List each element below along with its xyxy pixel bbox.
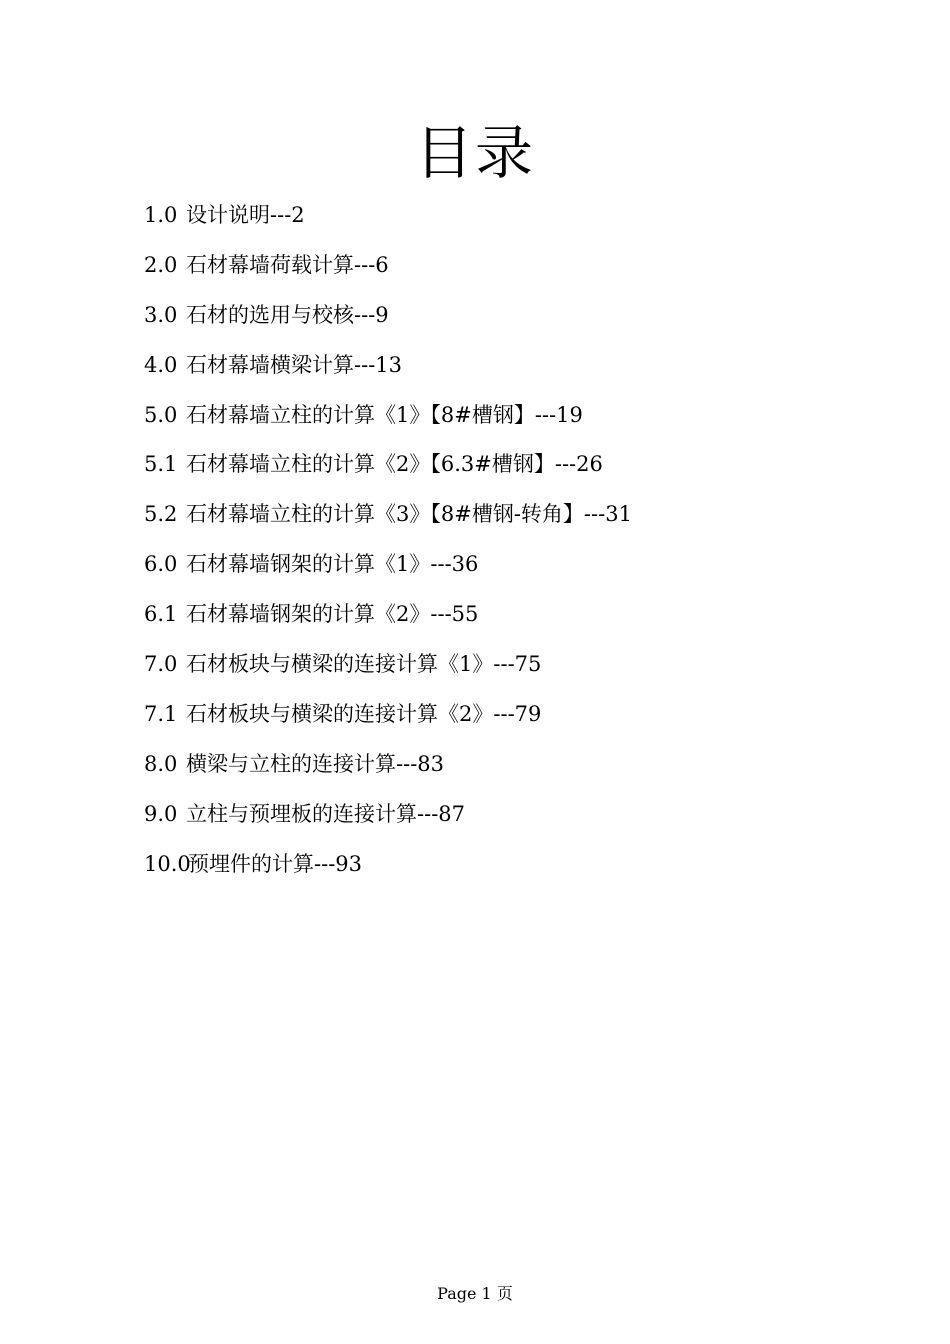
toc-entry-title: 石材幕墙横梁计算 (186, 352, 354, 377)
toc-entry[interactable] (144, 696, 824, 746)
toc-entry[interactable] (144, 297, 824, 347)
toc-entry-page: 55 (451, 602, 479, 627)
toc-entry-leader: --- (430, 602, 452, 627)
toc-entry-number: 4.0 (144, 352, 178, 377)
toc-entry-page: 13 (375, 352, 403, 377)
toc-entry-title: 石材板块与横梁的连接计算《1》 (186, 652, 494, 677)
toc-entry[interactable] (144, 347, 824, 397)
toc-entry-number: 5.2 (144, 502, 178, 527)
toc-entry-number: 7.0 (144, 652, 178, 677)
toc-entry[interactable] (144, 446, 824, 496)
toc-entry-page: 31 (605, 502, 632, 527)
page-footer: Page 1 页 (437, 1284, 513, 1303)
toc-entry-number: 5.0 (144, 402, 178, 427)
toc-entry-number: 6.0 (144, 552, 178, 577)
toc-entry-page: 79 (514, 701, 542, 726)
toc-entry-page: 93 (335, 851, 363, 876)
toc-entry[interactable] (144, 197, 824, 247)
toc-entry-title: 石材幕墙钢架的计算《1》 (186, 552, 431, 577)
toc-entry-page: 2 (291, 203, 305, 227)
toc-entry-title: 石材幕墙立柱的计算《2》【6.3#槽钢】 (186, 452, 555, 477)
toc-entry[interactable] (144, 596, 824, 646)
toc-entry-leader: --- (430, 552, 452, 577)
toc-entry-title: 石材板块与横梁的连接计算《2》 (186, 701, 494, 726)
toc-entry-number: 3.0 (144, 302, 178, 327)
toc-entry[interactable] (144, 846, 824, 896)
toc-entry-leader: --- (583, 502, 606, 527)
toc-entry-number: 2.0 (144, 252, 178, 277)
toc-entry-leader: --- (554, 452, 577, 477)
toc-entry-number: 1.0 (144, 203, 178, 227)
toc-entry[interactable] (144, 646, 824, 696)
toc-entry[interactable] (144, 746, 824, 796)
toc-entry-page: 36 (451, 552, 479, 577)
toc-entry-title: 石材幕墙立柱的计算《3》【8#槽钢-转角】 (186, 502, 584, 527)
toc-entry-page: 75 (514, 652, 542, 677)
toc-entry-number: 9.0 (144, 801, 178, 826)
toc-entry-title: 预埋件的计算 (188, 851, 314, 876)
toc-entry-title: 石材的选用与校核 (186, 302, 354, 327)
toc-entry[interactable] (144, 546, 824, 596)
toc-entry-number: 5.1 (144, 452, 178, 477)
toc-entry-leader: --- (534, 402, 557, 427)
toc-entry-page: 26 (576, 452, 603, 477)
toc-entry-leader: --- (396, 751, 418, 776)
toc-entry-title: 石材幕墙立柱的计算《1》【8#槽钢】 (186, 402, 535, 427)
toc-entry-leader: --- (493, 652, 515, 677)
toc-entry-page: 87 (438, 801, 466, 826)
toc-entry[interactable] (144, 796, 824, 846)
toc-entry[interactable] (144, 397, 824, 447)
toc-entry-leader: --- (314, 851, 336, 876)
toc-entry-title: 立柱与预埋板的连接计算 (186, 801, 417, 826)
toc-entry-leader: --- (354, 302, 376, 327)
toc-entry-title: 横梁与立柱的连接计算 (186, 751, 396, 776)
page-title: 目录 (414, 119, 535, 187)
toc-entry-number: 10.0 (144, 851, 191, 876)
toc-entry-leader: --- (493, 701, 515, 726)
toc-entry-number: 8.0 (144, 751, 178, 776)
toc-entry-title: 石材幕墙钢架的计算《2》 (186, 602, 431, 627)
toc-entry-title: 设计说明 (186, 203, 270, 227)
table-of-contents (144, 197, 824, 895)
toc-entry[interactable] (144, 496, 824, 546)
toc-entry-title: 石材幕墙荷载计算 (186, 252, 354, 277)
toc-entry-page: 19 (556, 402, 583, 427)
toc-entry-leader: --- (417, 801, 439, 826)
toc-entry-page: 6 (375, 252, 389, 277)
toc-entry-page: 83 (417, 751, 445, 776)
toc-entry-leader: --- (270, 203, 292, 227)
toc-entry-leader: --- (354, 252, 376, 277)
toc-entry-number: 6.1 (144, 602, 178, 627)
toc-entry-page: 9 (375, 302, 389, 327)
toc-entry[interactable] (144, 247, 824, 297)
toc-entry-leader: --- (354, 352, 376, 377)
toc-entry-number: 7.1 (144, 701, 178, 726)
